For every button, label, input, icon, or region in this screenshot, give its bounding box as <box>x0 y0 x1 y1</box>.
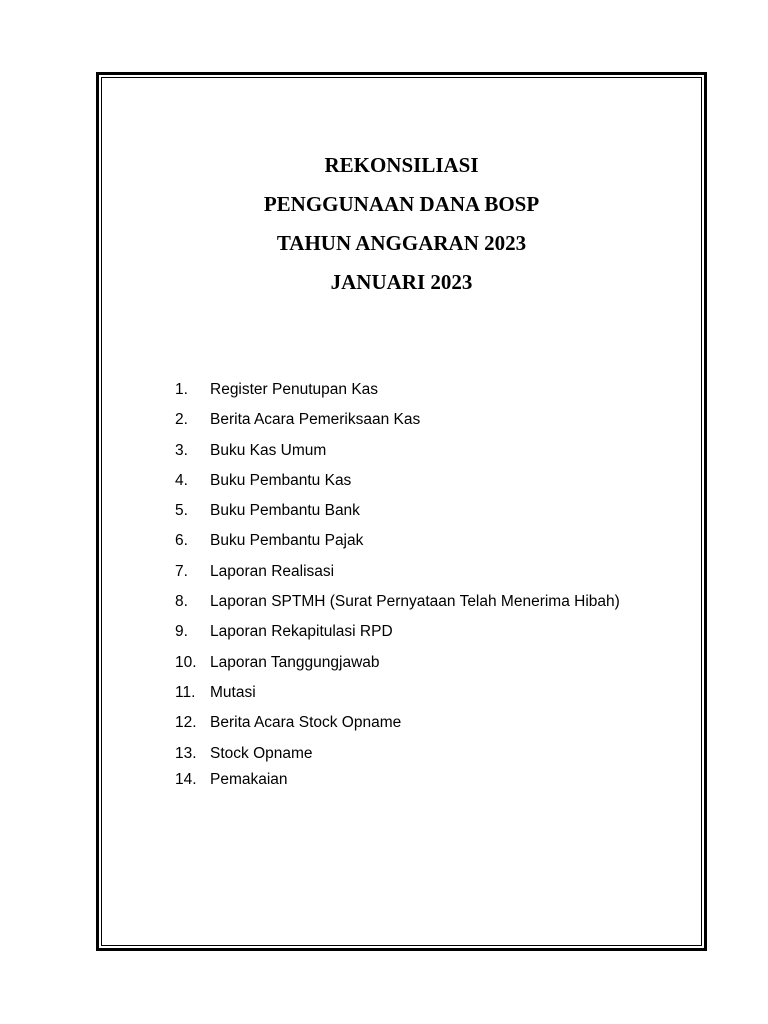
list-item <box>175 591 620 621</box>
list-item <box>175 409 620 439</box>
item-number: 13. <box>175 744 197 762</box>
item-text: Berita Acara Stock Opname <box>210 714 402 732</box>
item-number: 12. <box>175 714 197 732</box>
contents-list <box>175 379 620 799</box>
item-text: Laporan Realisasi <box>210 562 335 580</box>
list-item <box>175 621 620 651</box>
item-text: Buku Kas Umum <box>210 441 327 459</box>
item-number: 6. <box>175 532 188 550</box>
title-line-1: REKONSILIASI <box>324 153 479 177</box>
item-number: 2. <box>175 411 188 429</box>
item-number: 9. <box>175 623 188 641</box>
title-line-2: PENGGUNAAN DANA BOSP <box>263 192 540 216</box>
item-text: Laporan Tanggungjawab <box>210 653 380 671</box>
item-text: Stock Opname <box>210 744 313 762</box>
list-item <box>175 379 620 409</box>
item-number: 3. <box>175 441 188 459</box>
list-item <box>175 769 620 799</box>
item-number: 1. <box>175 381 188 398</box>
list-item <box>175 743 620 769</box>
item-number: 4. <box>175 471 188 489</box>
item-text: Buku Pembantu Kas <box>210 471 352 489</box>
list-item <box>175 682 620 712</box>
item-text: Berita Acara Pemeriksaan Kas <box>210 411 421 429</box>
item-text: Laporan SPTMH (Surat Pernyataan Telah Menerima Hibah) <box>210 593 620 611</box>
item-text: Laporan Rekapitulasi RPD <box>210 623 393 641</box>
list-item <box>175 500 620 530</box>
item-number: 11. <box>175 683 196 701</box>
list-item <box>175 712 620 742</box>
item-text: Buku Pembantu Pajak <box>210 532 364 550</box>
title-line-4: JANUARI 2023 <box>330 270 473 294</box>
list-item <box>175 470 620 500</box>
list-item <box>175 561 620 591</box>
item-text: Mutasi <box>210 683 256 701</box>
item-number: 10. <box>175 653 197 671</box>
list-item <box>175 440 620 470</box>
list-item <box>175 530 620 560</box>
item-number: 8. <box>175 593 188 611</box>
item-number: 14. <box>175 770 197 788</box>
item-text: Buku Pembantu Bank <box>210 502 360 520</box>
document-title <box>96 150 707 306</box>
list-item <box>175 652 620 682</box>
item-number: 7. <box>175 562 188 580</box>
title-line-3: TAHUN ANGGARAN 2023 <box>276 231 527 255</box>
item-text: Pemakaian <box>210 770 288 788</box>
item-number: 5. <box>175 502 188 520</box>
item-text: Register Penutupan Kas <box>210 381 379 398</box>
